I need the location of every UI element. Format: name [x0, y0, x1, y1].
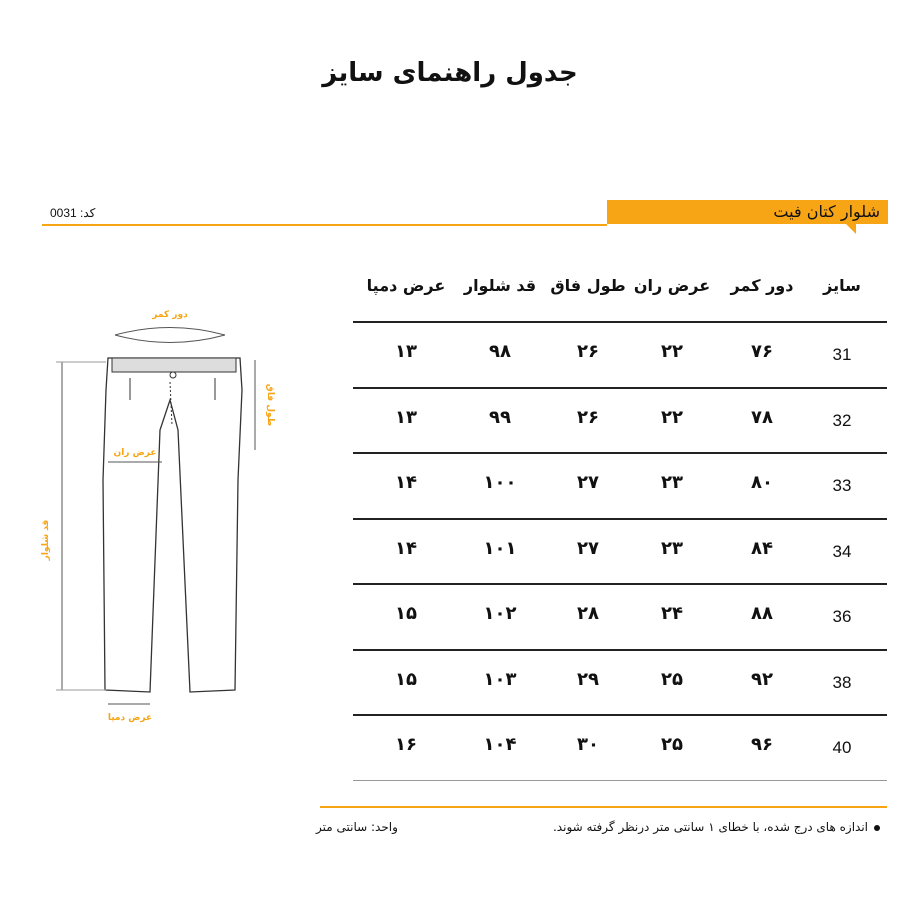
cell-hem: ۱۳ [395, 341, 417, 362]
cell-length: ۹۹ [489, 406, 511, 428]
table-row-rule [353, 649, 887, 651]
header-thigh: عرض ران [633, 276, 711, 295]
cell-length: ۱۰۴ [483, 734, 517, 755]
cell-hem: ۱۴ [395, 472, 417, 493]
cell-thigh: ۲۲ [661, 406, 683, 428]
header-divider [42, 224, 607, 226]
cell-length: ۱۰۲ [483, 603, 517, 624]
cell-hem: ۱۴ [395, 537, 417, 559]
cell-size: 40 [832, 738, 852, 757]
cell-waist: ۷۶ [751, 341, 773, 362]
cell-waist: ۹۲ [751, 668, 773, 690]
table-top-rule [353, 321, 887, 323]
header-waist: دور کمر [730, 276, 794, 295]
cell-size: 34 [832, 541, 852, 561]
cell-rise: ۲۹ [577, 668, 599, 690]
header-hem: عرض دمپا [366, 276, 446, 295]
cell-waist: ۷۸ [751, 406, 773, 428]
cell-rise: ۲۷ [577, 537, 599, 559]
pants-outline [103, 358, 242, 692]
waist-arc-bottom [115, 335, 225, 343]
waist-label: دور کمر [152, 310, 188, 320]
cell-waist: ۸۰ [751, 472, 773, 493]
cell-size: 31 [832, 345, 852, 364]
product-code: کد: 0031 [50, 206, 96, 220]
cell-thigh: ۲۵ [661, 734, 683, 755]
table-row-rule [353, 714, 887, 716]
cell-thigh: ۲۲ [661, 341, 683, 362]
cell-length: ۱۰۱ [483, 537, 517, 559]
cell-size: 32 [832, 410, 852, 430]
cell-rise: ۲۷ [577, 472, 599, 493]
header-rise: طول فاق [550, 276, 626, 295]
cell-size: 36 [832, 607, 852, 626]
cell-length: ۹۸ [489, 341, 511, 362]
header-length: قد شلوار [463, 276, 537, 295]
hem-label: عرض دمپا [107, 713, 153, 723]
cell-waist: ۸۸ [751, 603, 773, 624]
cell-length: ۱۰۰ [483, 472, 517, 493]
cell-hem: ۱۵ [395, 603, 417, 624]
measurement-note-text: اندازه های درج شده، با خطای ۱ سانتی متر درنظر گرفته شوند. [552, 820, 868, 834]
table-row-rule [353, 387, 887, 389]
cell-length: ۱۰۳ [483, 668, 517, 690]
table-row-rule [353, 583, 887, 585]
footer-divider [320, 806, 887, 808]
cell-thigh: ۲۵ [661, 668, 683, 690]
cell-thigh: ۲۳ [661, 537, 683, 559]
size-table-header [353, 276, 887, 306]
cell-hem: ۱۶ [395, 734, 417, 755]
table-row-rule [353, 518, 887, 520]
waist-arc-top [115, 328, 225, 336]
cell-size: 33 [832, 476, 852, 495]
rise-label: طول فاق [265, 383, 275, 427]
cell-rise: ۲۶ [577, 406, 599, 428]
header-size: سایز [823, 276, 861, 295]
bullet-icon [874, 825, 880, 831]
product-name-tab: شلوار کتان فیت [607, 200, 888, 224]
cell-waist: ۹۶ [751, 734, 773, 755]
tab-notch [846, 224, 856, 234]
cell-thigh: ۲۴ [661, 603, 683, 624]
table-row-rule [353, 452, 887, 454]
cell-rise: ۲۸ [577, 603, 599, 624]
pants-diagram [20, 300, 320, 730]
cell-waist: ۸۴ [751, 537, 773, 559]
cell-rise: ۳۰ [577, 734, 599, 755]
cell-rise: ۲۶ [577, 341, 599, 362]
cell-hem: ۱۳ [395, 406, 417, 428]
cell-thigh: ۲۳ [661, 472, 683, 493]
page-title: جدول راهنمای سایز [322, 58, 578, 88]
thigh-label: عرض ران [113, 448, 157, 458]
table-row-rule [353, 780, 887, 781]
cell-hem: ۱۵ [395, 668, 417, 690]
measurement-note [553, 820, 880, 834]
waistband [112, 358, 236, 372]
length-label: قد شلوار [41, 519, 51, 561]
cell-size: 38 [832, 672, 852, 692]
unit-label: واحد: سانتی متر [316, 820, 398, 834]
